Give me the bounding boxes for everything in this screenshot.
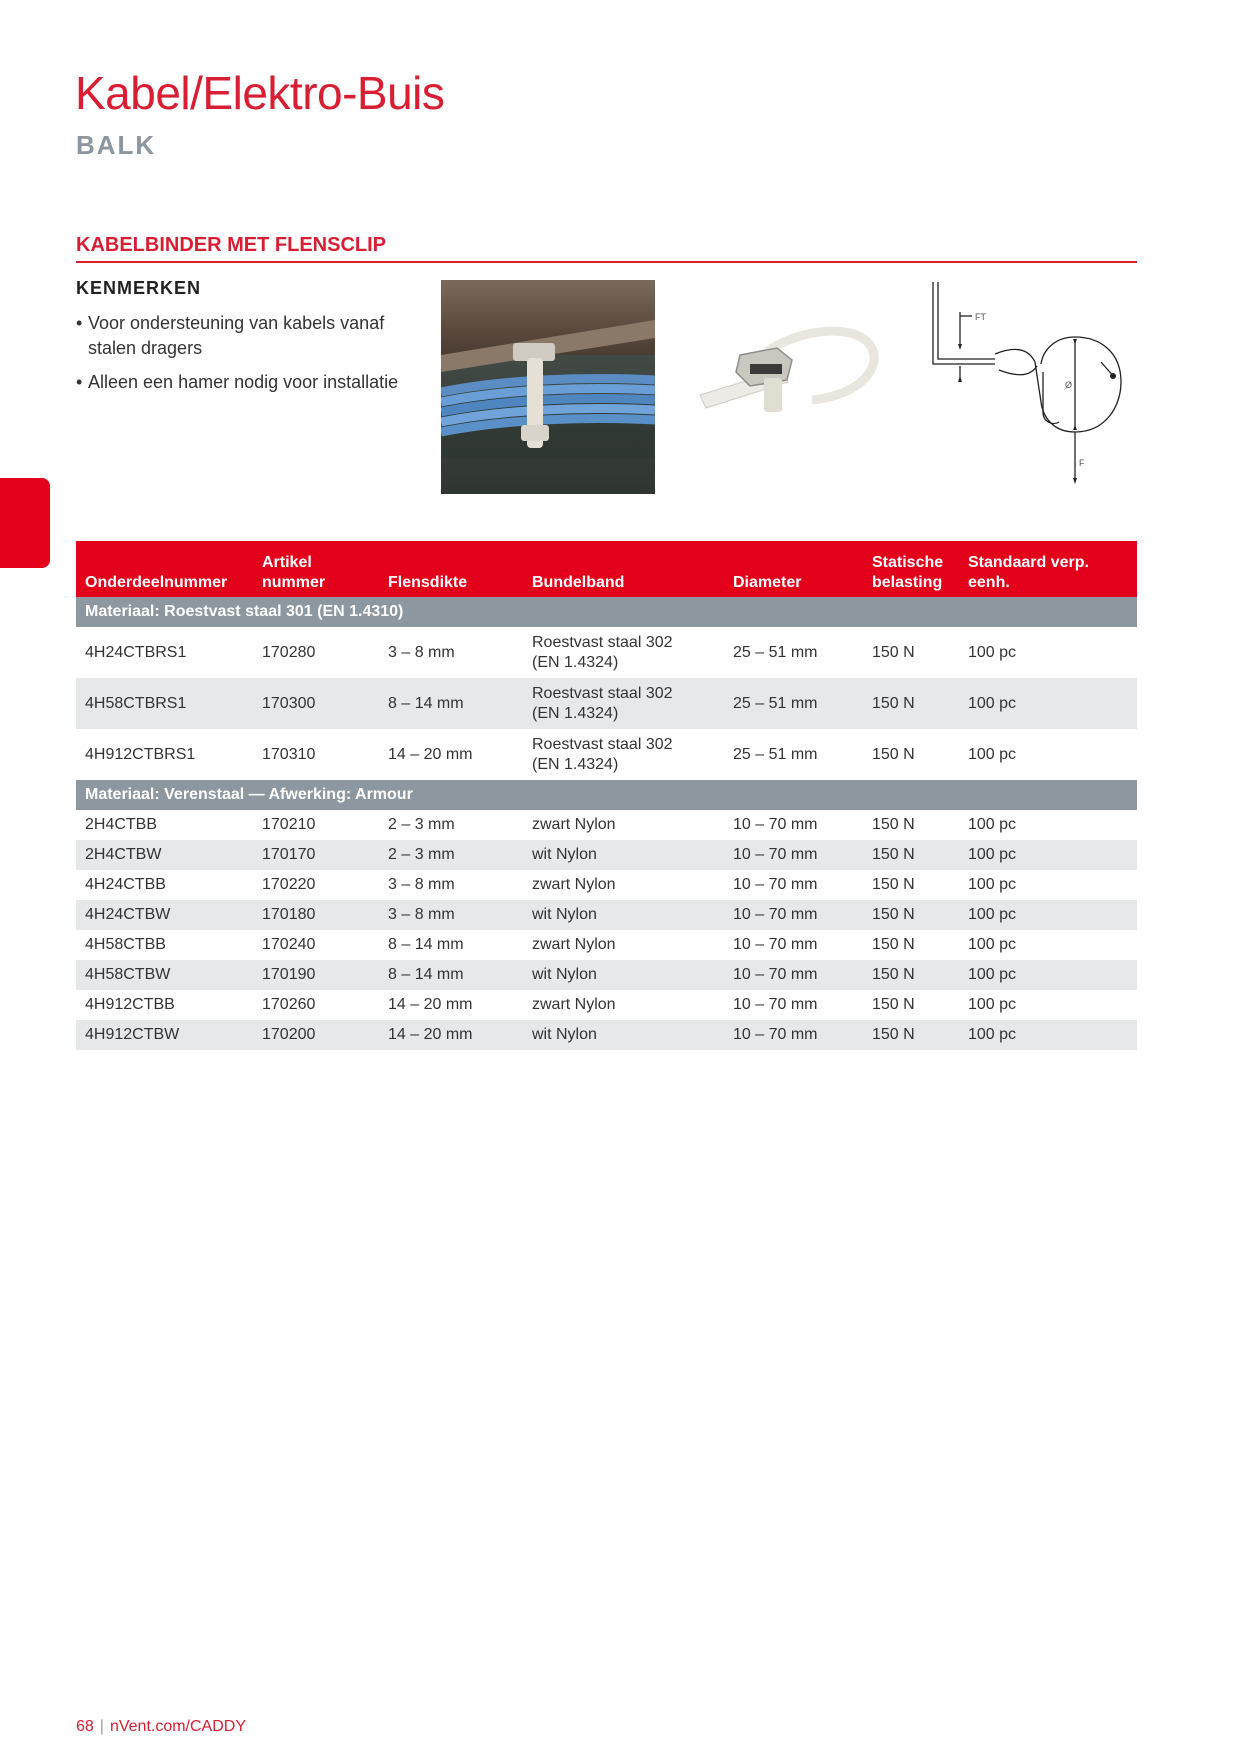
table-row: 4H24CTBRS1 170280 3 – 8 mm Roestvast staal 302 (EN 1.4324) 25 – 51 mm 150 N 100 pc <box>85 633 1017 671</box>
material-group-row: Materiaal: Verenstaal — Afwerking: Armour <box>76 780 1137 810</box>
page-number: 68 <box>76 1718 94 1735</box>
product-image <box>692 320 882 450</box>
diagram-label-f: F <box>1079 458 1085 468</box>
technical-diagram <box>925 282 1135 488</box>
table-row: 4H912CTBW 170200 14 – 20 mm wit Nylon 10 – 70 mm 150 N 100 pc <box>76 1020 1137 1050</box>
table-row: 4H58CTBW 170190 8 – 14 mm wit Nylon 10 – 70 mm 150 N 100 pc <box>76 960 1137 990</box>
column-header: Bundelband <box>523 541 724 597</box>
table-row: 4H24CTBW 170180 3 – 8 mm wit Nylon 10 – 70 mm 150 N 100 pc <box>76 900 1137 930</box>
table-row: 4H912CTBRS1 170310 14 – 20 mm Roestvast staal 302 (EN 1.4324) 25 – 51 mm 150 N 100 pc <box>85 735 1017 773</box>
page-footer <box>76 1718 246 1736</box>
features-heading: KENMERKEN <box>76 278 202 298</box>
feature-item: • Alleen een hamer nodig voor installatie <box>76 370 416 395</box>
feature-item: • Voor ondersteuning van kabels vanaf stalen dragers <box>76 311 416 361</box>
table-row: 4H58CTBB 170240 8 – 14 mm zwart Nylon 10 – 70 mm 150 N 100 pc <box>85 936 1017 953</box>
table-row: 4H24CTBB 170220 3 – 8 mm zwart Nylon 10 – 70 mm 150 N 100 pc <box>85 876 1017 893</box>
chapter-tab-marker <box>0 478 50 568</box>
table-row: 4H58CTBRS1 170300 8 – 14 mm Roestvast staal 302 (EN 1.4324) 25 – 51 mm 150 N 100 pc <box>76 678 1137 729</box>
column-header: Statische belasting <box>863 541 959 597</box>
column-header: Onderdeelnummer <box>76 541 253 597</box>
section-title: KABELBINDER MET FLENSCLIP <box>76 234 1137 263</box>
column-header: Flensdikte <box>379 541 523 597</box>
footer-separator: | <box>99 1718 104 1735</box>
table-row: 2H4CTBW 170170 2 – 3 mm wit Nylon 10 – 70 mm 150 N 100 pc <box>76 840 1137 870</box>
table-row: 2H4CTBB 170210 2 – 3 mm zwart Nylon 10 – 70 mm 150 N 100 pc <box>85 816 1017 833</box>
page-title: Kabel/Elektro-Buis <box>75 67 445 119</box>
table-header-row <box>76 541 1137 597</box>
footer-link[interactable]: nVent.com/CADDY <box>109 1718 247 1735</box>
table-row: 4H912CTBB 170260 14 – 20 mm zwart Nylon 10 – 70 mm 150 N 100 pc <box>85 996 1017 1013</box>
column-header: Artikel nummer <box>253 541 379 597</box>
material-group-row: Materiaal: Roestvast staal 301 (EN 1.4310) <box>76 597 1137 627</box>
diagram-label-ft: FT <box>975 312 986 322</box>
features-list <box>76 311 416 404</box>
diagram-label-diameter: Ø <box>1065 380 1073 390</box>
installation-photo <box>441 280 655 494</box>
spec-table <box>76 541 1137 1050</box>
page-subtitle: BALK <box>76 130 157 160</box>
column-header: Diameter <box>724 541 863 597</box>
column-header: Standaard verp. eenh. <box>959 541 1137 597</box>
